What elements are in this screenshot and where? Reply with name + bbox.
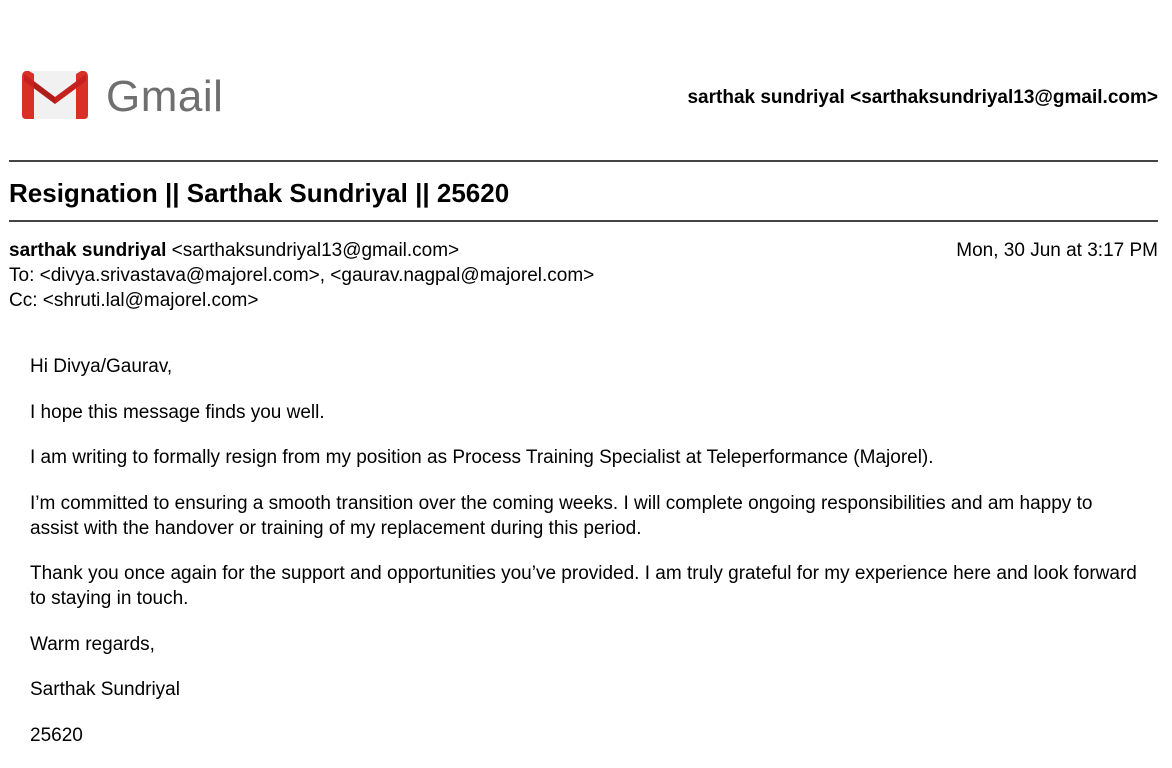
gmail-wordmark: Gmail <box>106 72 224 121</box>
email-subject: Resignation || Sarthak Sundriyal || 25620 <box>9 178 510 208</box>
gmail-logo <box>20 67 230 123</box>
sender-name: sarthak sundriyal <box>9 240 167 261</box>
body-signature-name: Sarthak Sundriyal <box>30 679 180 700</box>
body-greeting: Hi Divya/Gaurav, <box>30 356 173 377</box>
cc-row: Cc: <shruti.lal@majorel.com> <box>9 290 259 311</box>
email-header <box>0 0 1172 160</box>
divider <box>9 160 1158 162</box>
body-paragraph: I am writing to formally resign from my position as Process Training Specialist at Teleperformance (Majorel). <box>30 447 934 468</box>
account-name: sarthak sundriyal <sarthaksundriyal13@gmail.com> <box>687 87 1158 108</box>
body-signature-id: 25620 <box>30 724 83 746</box>
body-paragraph: Thank you once again for the support and opportunities you’ve provided. I am truly grateful for my experience here and look forward to staying in touch. <box>30 563 1137 609</box>
email-date: Mon, 30 Jun at 3:17 PM <box>956 240 1158 261</box>
body-paragraph: I’m committed to ensuring a smooth transition over the coming weeks. I will complete ongoing responsibilities and am happy to assist with the handover or training of my replacement during this period. <box>30 492 1093 539</box>
divider <box>9 220 1158 222</box>
body-paragraph: I hope this message finds you well. <box>30 401 325 423</box>
email-body <box>30 354 1140 768</box>
to-row: To: <divya.srivastava@majorel.com>, <gaurav.nagpal@majorel.com> <box>9 265 595 286</box>
body-signoff: Warm regards, <box>30 633 155 655</box>
gmail-m-icon <box>20 67 90 121</box>
email-meta <box>9 238 1158 313</box>
sender-email: <sarthaksundriyal13@gmail.com> <box>171 240 460 261</box>
